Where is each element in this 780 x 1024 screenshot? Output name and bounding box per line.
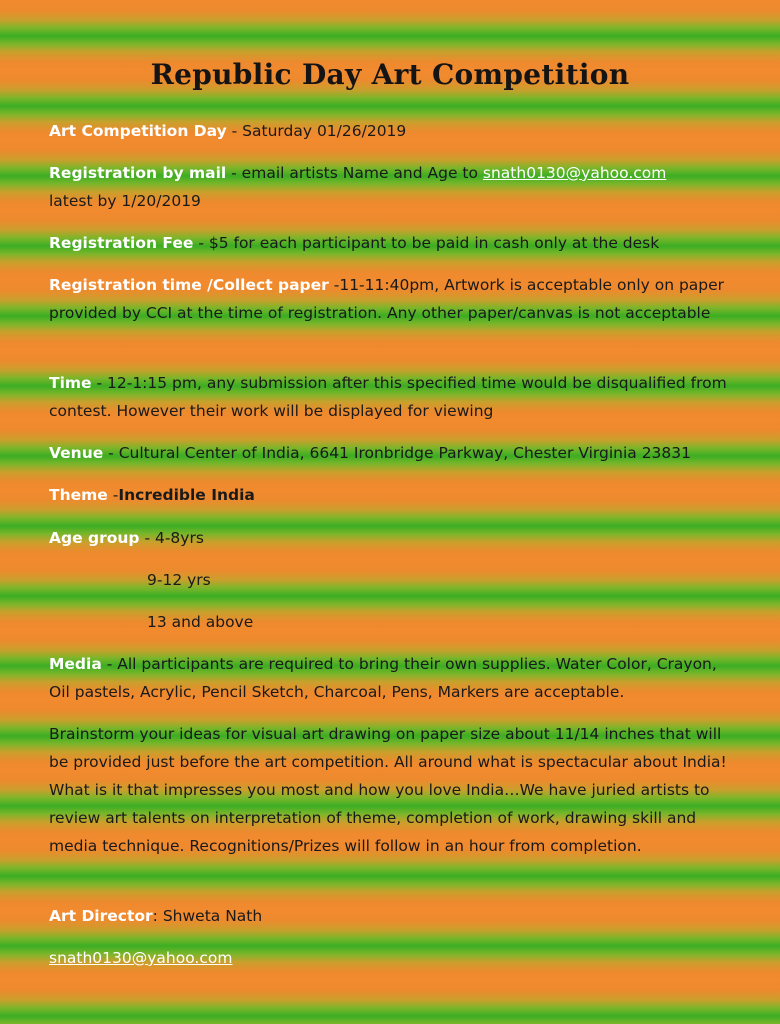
- age-group-label: Age group: [49, 529, 140, 547]
- theme-dash: -: [107, 486, 119, 504]
- media-text: - All participants are required to bring their own supplies. Water Color, Crayon, Oil pastels, Acrylic, Pencil Sketch, Charcoal, Pens, Markers are acceptable.: [49, 655, 717, 701]
- time-paragraph: [49, 369, 739, 425]
- theme-line: [49, 481, 739, 509]
- registration-time-text: -11-11:40pm, Artwork is acceptable only on paper provided by CCI at the time of registration. Any other paper/canvas is not acceptable: [49, 276, 725, 322]
- media-paragraph: [49, 650, 739, 706]
- venue-text: - Cultural Center of India, 6641 Ironbridge Parkway, Chester Virginia 23831: [103, 444, 692, 462]
- registration-mail-label: Registration by mail: [49, 164, 227, 182]
- competition-day-text: - Saturday 01/26/2019: [226, 122, 407, 140]
- registration-fee-text: - $5 for each participant to be paid in cash only at the desk: [193, 234, 660, 252]
- age-group-first: - 4-8yrs: [139, 529, 204, 547]
- brainstorm-paragraph: Brainstorm your ideas for visual art drawing on paper size about 11/14 inches that will be provided just before the art competition. All around what is spectacular about India! What is it that impresses you most and how you love India…We have juried artists to review art talents on interpretation of theme, completion of work, drawing skill and media technique. Recognitions/Prizes will follow in an hour from completion.: [49, 725, 727, 855]
- competition-day-line: [49, 117, 739, 145]
- art-director-label: Art Director: [49, 907, 153, 925]
- age-group-second: 9-12 yrs: [147, 571, 211, 589]
- registration-deadline-text: latest by 1/20/2019: [49, 192, 201, 210]
- contact-email-line: [49, 944, 739, 972]
- registration-time-paragraph: [49, 271, 739, 327]
- registration-time-label: Registration time /Collect paper: [49, 276, 329, 294]
- art-director-text: : Shweta Nath: [152, 907, 263, 925]
- venue-label: Venue: [49, 444, 104, 462]
- contact-email-link[interactable]: snath0130@yahoo.com: [49, 949, 233, 967]
- competition-day-label: Art Competition Day: [49, 122, 227, 140]
- venue-line: [49, 439, 739, 467]
- theme-label: Theme: [49, 486, 108, 504]
- age-group-third: 13 and above: [147, 613, 254, 631]
- media-label: Media: [49, 655, 102, 673]
- time-label: Time: [49, 374, 92, 392]
- age-group-line: [49, 524, 739, 552]
- theme-value: Incredible India: [118, 486, 255, 504]
- time-text: - 12-1:15 pm, any submission after this specified time would be disqualified from contest. However their work will be displayed for viewing: [49, 374, 727, 420]
- registration-fee-label: Registration Fee: [49, 234, 194, 252]
- art-director-line: [49, 902, 739, 930]
- registration-fee-line: [49, 229, 739, 257]
- flyer-title: Republic Day Art Competition: [150, 58, 630, 91]
- registration-mail-text: - email artists Name and Age to: [226, 164, 483, 182]
- registration-mail-paragraph: [49, 159, 739, 215]
- registration-email-link[interactable]: snath0130@yahoo.com: [482, 164, 667, 182]
